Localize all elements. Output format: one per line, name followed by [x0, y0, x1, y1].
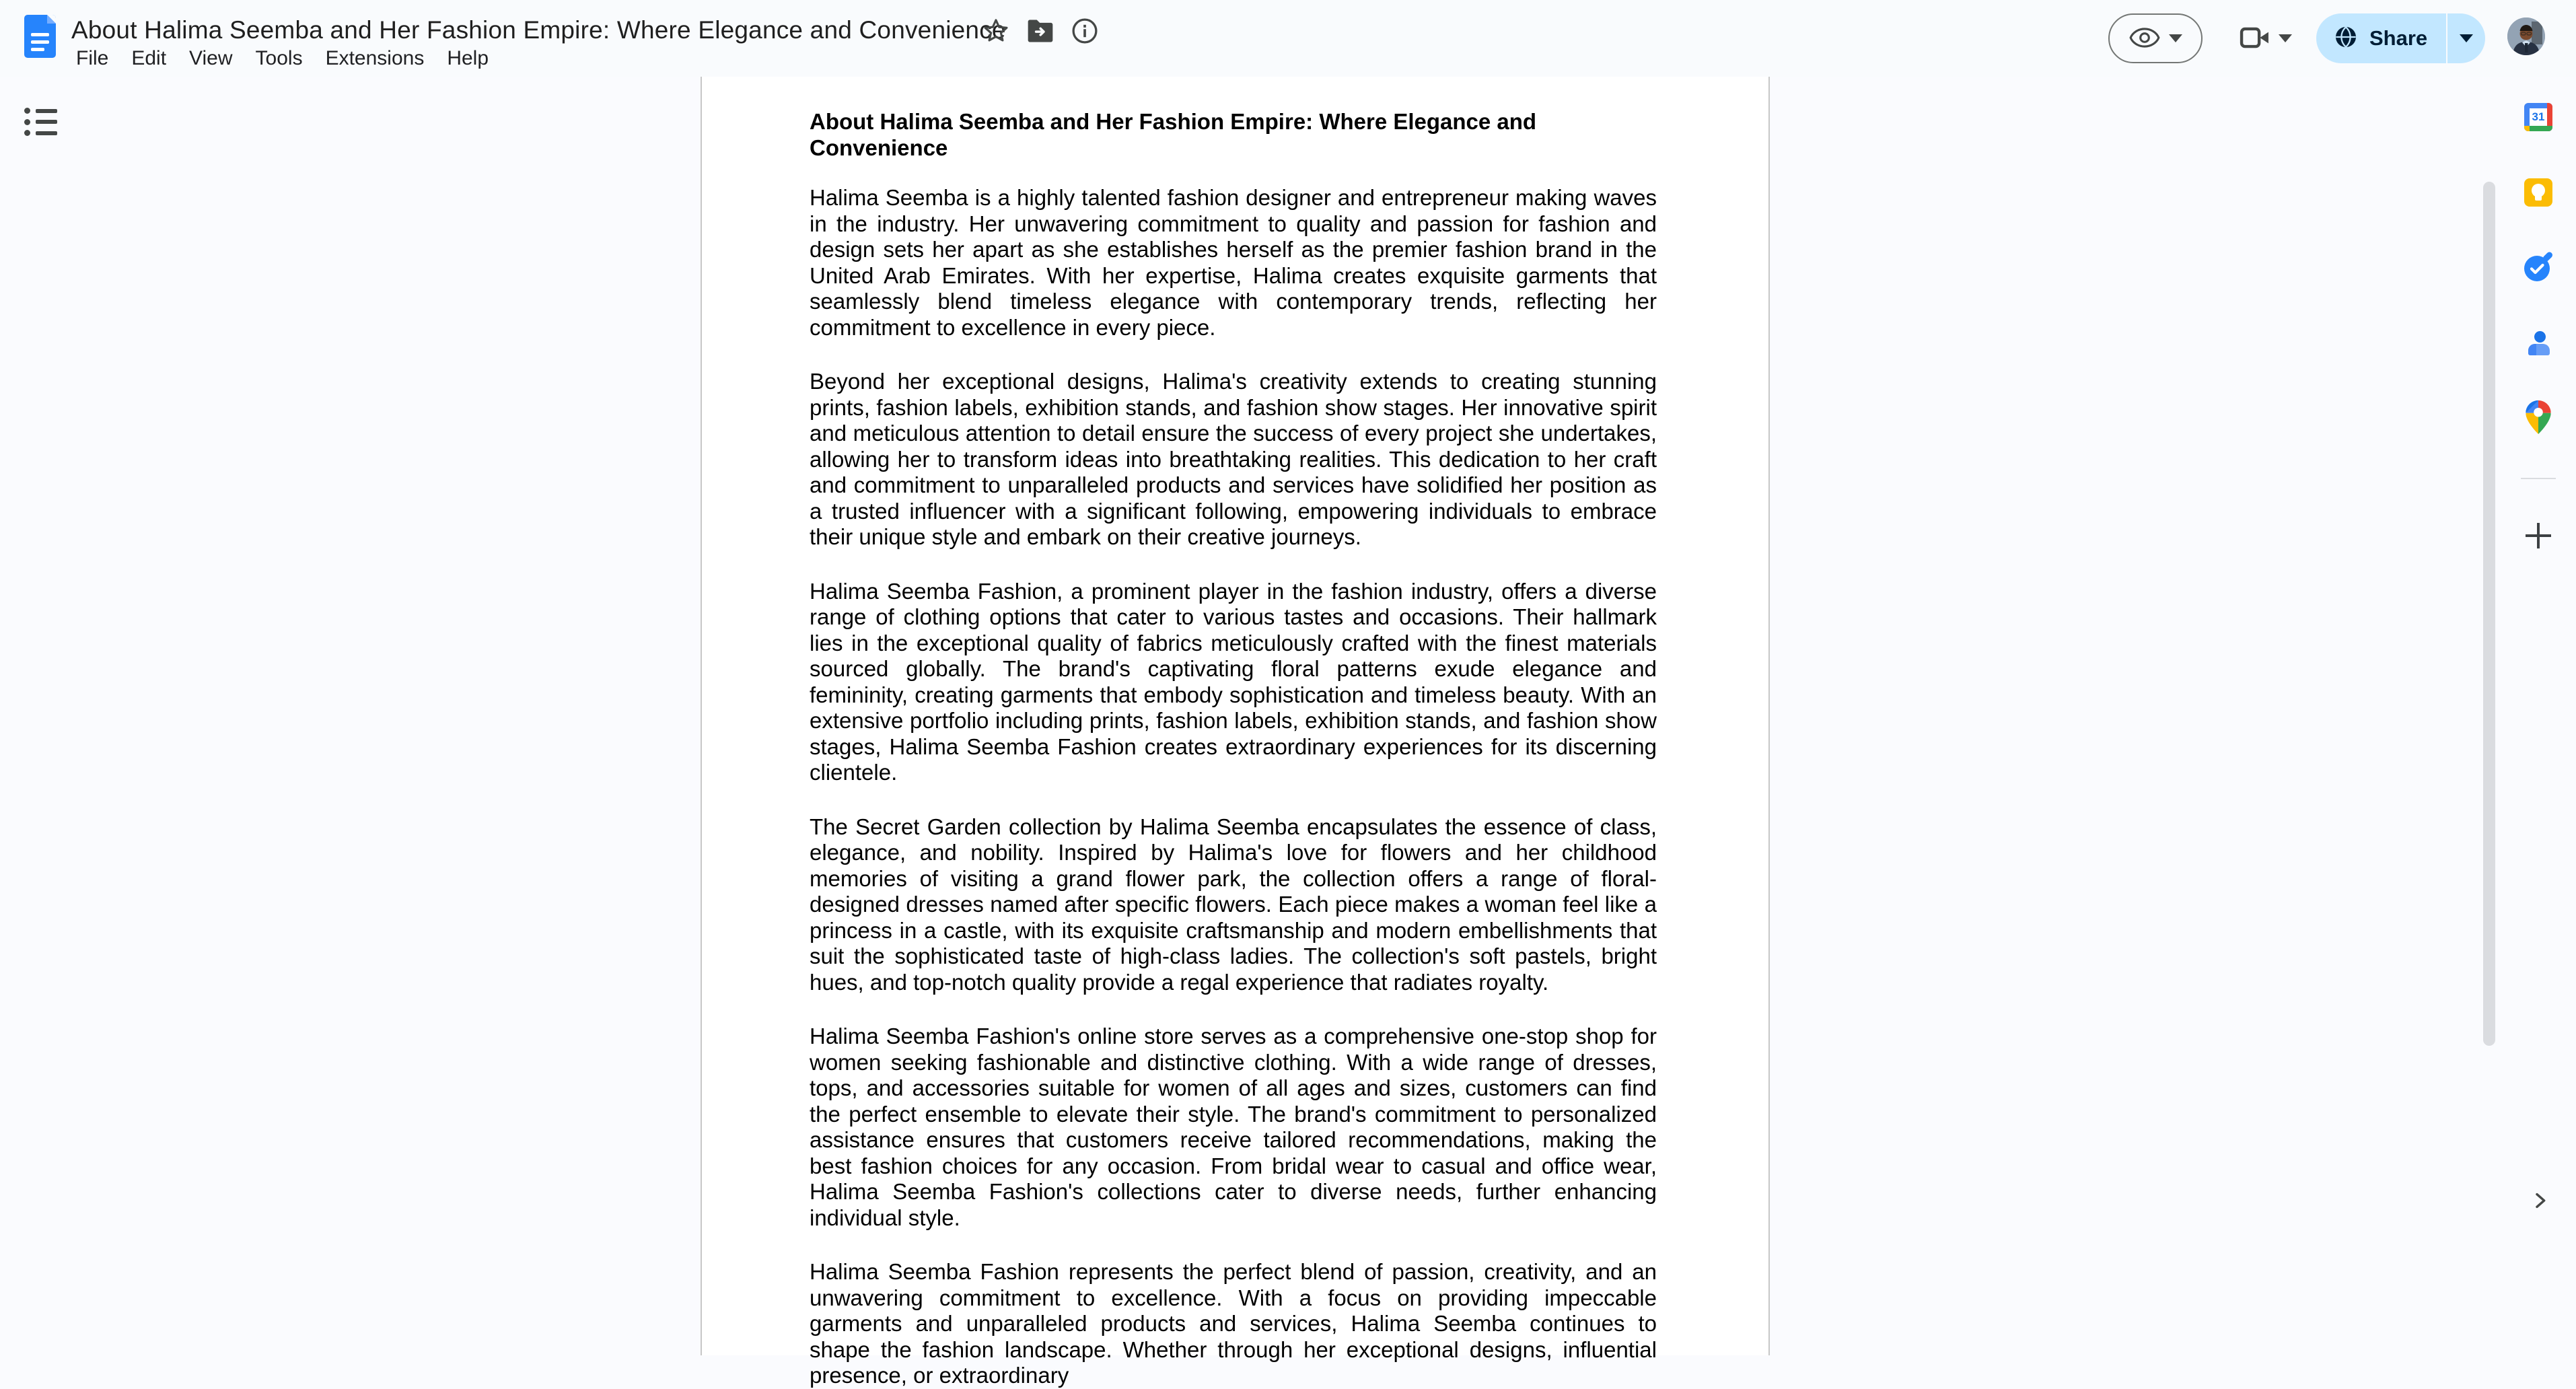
docs-logo-fold: [47, 15, 56, 24]
doc-paragraph-4: The Secret Garden collection by Halima Seemba encapsulates the essence of class, elegance, and nobility. Inspired by Halima's love for flowers and her childhood memories of visiting a grand flower park, the collection offers a range of floral-designed dresses named after specific flowers. Each piece makes a woman feel like a princess in a castle, with its exquisite craftsmanship and modern embellishments that suit the sophisticated taste of high-class ladies. The collection's soft pastels, bright hues, and top-notch quality provide a regal experience that radiates royalty.: [810, 814, 1657, 995]
menu-help[interactable]: Help: [447, 47, 489, 69]
menu-extensions[interactable]: Extensions: [325, 47, 425, 69]
calendar-day-label: 31: [2530, 108, 2547, 126]
share-label: Share: [2369, 26, 2428, 50]
chevron-down-icon: [2279, 34, 2292, 42]
google-keep-icon[interactable]: [2522, 176, 2554, 209]
viewing-mode-button[interactable]: [2108, 13, 2203, 63]
chevron-down-icon: [2460, 34, 2473, 42]
doc-paragraph-1: Halima Seemba is a highly talented fashion designer and entrepreneur making waves in the industry. Her unwavering commitment to quality and passion for fashion and design sets her apart as she establishes herself as the premier fashion brand in the United Arab Emirates. With her expertise, Halima creates exquisite garments that seamlessly blend timeless elegance with contemporary trends, reflecting her commitment to excellence in every piece.: [810, 185, 1657, 340]
eye-icon: [2129, 27, 2160, 50]
google-docs-logo[interactable]: [24, 15, 56, 58]
avatar[interactable]: [2507, 17, 2545, 55]
google-maps-icon[interactable]: [2522, 401, 2554, 433]
google-calendar-icon[interactable]: [2522, 101, 2554, 133]
share-button[interactable]: [2316, 13, 2485, 63]
doc-paragraph-6: Halima Seemba Fashion represents the perfect blend of passion, creativity, and an unwavering commitment to excellence. With a focus on providing impeccable garments and unparalleled products and services, Halima Seemba continues to shape the fashion landscape. Whether through her exceptional designs, influential presence, or extraordinary: [810, 1259, 1657, 1388]
document-page[interactable]: [701, 77, 1770, 1388]
share-dropdown-button[interactable]: [2447, 13, 2485, 63]
app-header: [0, 0, 2576, 77]
google-contacts-icon[interactable]: [2522, 327, 2554, 359]
video-camera-icon: [2240, 26, 2270, 52]
doc-paragraph-2: Beyond her exceptional designs, Halima's creativity extends to creating stunning prints, fashion labels, exhibition stands, and fashion show stages. Her innovative spirit and meticulous attention to detail ensure the success of every project she undertakes, allowing her to transform ideas into breathtaking realities. This dedication to her craft and commitment to unparalleled products and services have solidified her position as a trusted influencer with a significant following, empowering individuals to embrace their unique style and embark on their creative journeys.: [810, 369, 1657, 549]
menu-tools[interactable]: Tools: [255, 47, 303, 69]
menu-edit[interactable]: Edit: [131, 47, 167, 69]
menu-view[interactable]: View: [189, 47, 233, 69]
side-panel-divider: [2521, 478, 2556, 479]
move-to-folder-icon[interactable]: [1024, 15, 1057, 47]
meet-join-button[interactable]: [2229, 17, 2303, 59]
star-icon[interactable]: [980, 15, 1012, 47]
share-main-segment[interactable]: [2316, 13, 2446, 63]
doc-heading: About Halima Seemba and Her Fashion Empire: Where Elegance and Convenience: [810, 109, 1537, 160]
doc-paragraph-5: Halima Seemba Fashion's online store serves as a comprehensive one-stop shop for women seeking fashionable and distinctive clothing. With a wide range of dresses, tops, and accessories suitable for women of all ages and sizes, customers can find the perfect ensemble to elevate their style. The brand's commitment to personalized assistance ensures that customers receive tailored recommendations, making the best fashion choices for any occasion. From bridal wear to casual and office wear, Halima Seemba Fashion's collections cater to diverse needs, further enhancing individual style.: [810, 1024, 1657, 1230]
document-status-icon[interactable]: [1069, 15, 1101, 47]
menu-bar: [65, 46, 500, 71]
google-tasks-icon[interactable]: [2522, 252, 2554, 284]
globe-icon: [2334, 25, 2358, 52]
doc-paragraph-3: Halima Seemba Fashion, a prominent player in the fashion industry, offers a diverse range of clothing options that cater to various tastes and occasions. Their hallmark lies in the exceptional quality of fabrics meticulously crafted with the finest materials sourced globally. The brand's captivating floral patterns exude elegance and femininity, creating garments that embody sophistication and timeless beauty. With an extensive portfolio including prints, fashion labels, exhibition stands, and fashion show stages, Halima Seemba Fashion creates extraordinary experiences for its discerning clientele.: [810, 578, 1657, 785]
vertical-scrollbar-thumb[interactable]: [2483, 182, 2495, 1046]
chevron-down-icon: [2169, 34, 2182, 42]
get-addons-plus-icon[interactable]: [2522, 520, 2554, 552]
document-outline-button[interactable]: [24, 106, 59, 137]
menu-file[interactable]: File: [76, 47, 109, 69]
hide-side-panel-chevron-icon[interactable]: [2525, 1186, 2554, 1215]
document-title[interactable]: About Halima Seemba and Her Fashion Empire: Where Elegance and Convenience: [71, 16, 1006, 44]
